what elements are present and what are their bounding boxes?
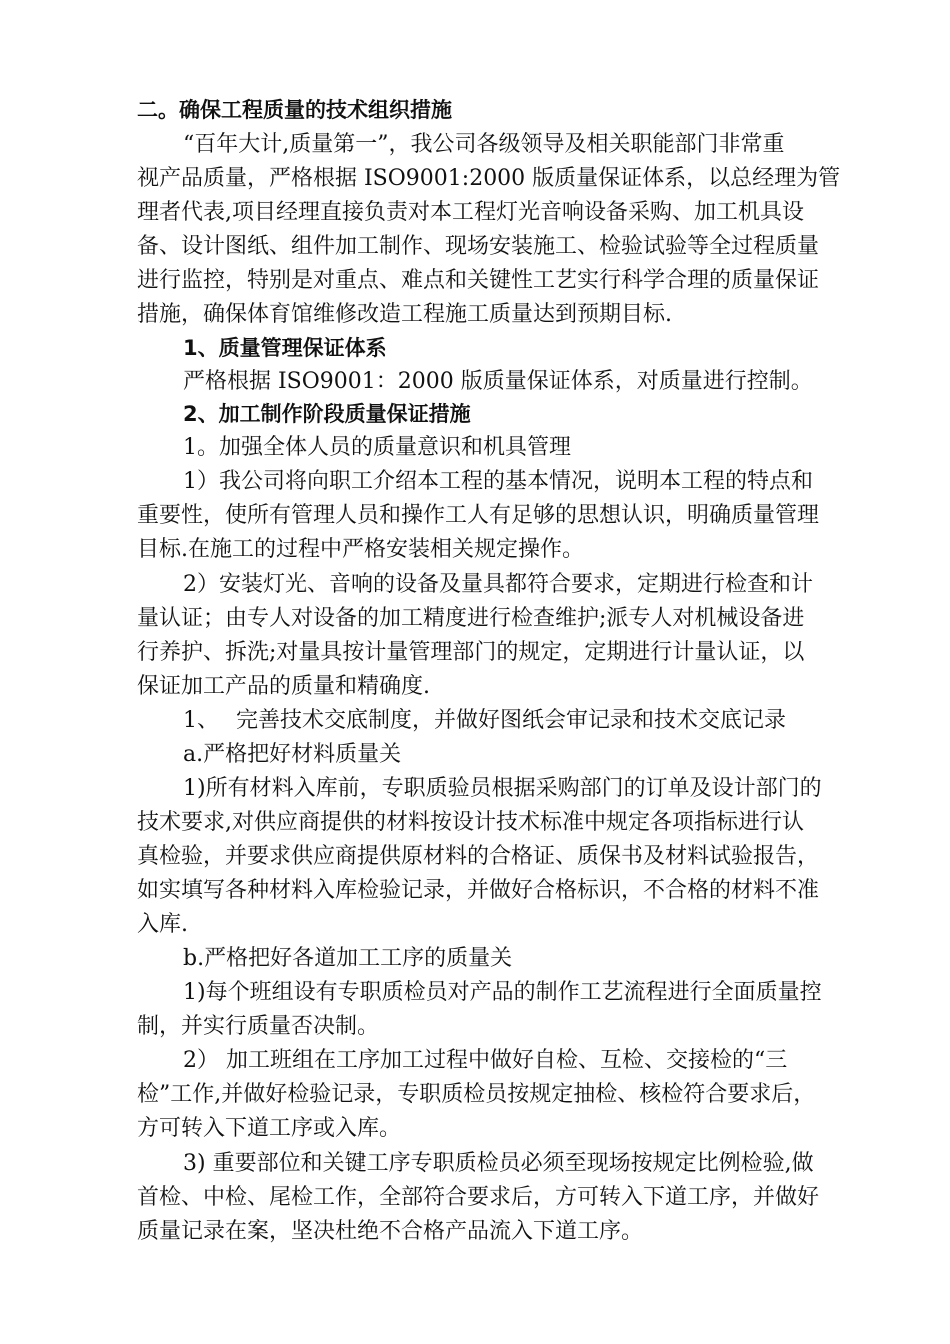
list-item-line: 1)每个班组设有专职质检员对产品的制作工艺流程进行全面质量控 <box>183 980 822 1005</box>
list-item-line: 1）我公司将向职工介绍本工程的基本情况，说明本工程的特点和 <box>183 469 813 494</box>
list-item-line: 入库. <box>137 912 188 937</box>
list-item-line: 真检验，并要求供应商提供原材料的合格证、质保书及材料试验报告， <box>137 844 820 869</box>
subheading-process: b.严格把好各道加工工序的质量关 <box>183 946 513 971</box>
heading-processing-stage: 2、加工制作阶段质量保证措施 <box>183 402 471 426</box>
subheading-number: 1、 <box>183 708 219 733</box>
subheading-material: a.严格把好材料质量关 <box>183 742 402 767</box>
intro-line: 措施，确保体育馆维修改造工程施工质量达到预期目标. <box>137 302 672 327</box>
list-item-line: 目标.在施工的过程中严格安装相关规定操作。 <box>137 537 584 562</box>
list-item-line: 3) 重要部位和关键工序专职质检员必须至现场按规定比例检验,做 <box>183 1151 814 1176</box>
intro-line: 备、设计图纸、组件加工制作、现场安装施工、检验试验等全过程质量 <box>137 234 820 259</box>
list-item-line: 2） 加工班组在工序加工过程中做好自检、互检、交接检的“三 <box>183 1048 788 1073</box>
list-item-line: 量认证；由专人对设备的加工精度进行检查维护;派专人对机械设备进 <box>137 606 805 631</box>
list-item-line: 行养护、拆洗;对量具按计量管理部门的规定，定期进行计量认证，以 <box>137 640 805 665</box>
subheading-awareness: 1。加强全体人员的质量意识和机具管理 <box>183 435 571 460</box>
list-item-line: 重要性，使所有管理人员和操作工人有足够的思想认识，明确质量管理 <box>137 503 820 528</box>
subheading-disclosure: 完善技术交底制度，并做好图纸会审记录和技术交底记录 <box>236 708 787 733</box>
list-item-line: 如实填写各种材料入库检验记录，并做好合格标识，不合格的材料不准 <box>137 878 820 903</box>
list-item-line: 2）安装灯光、音响的设备及量具都符合要求，定期进行检查和计 <box>183 572 813 597</box>
list-item-line: 制，并实行质量否决制。 <box>137 1014 380 1039</box>
paragraph-quality-system: 严格根据 ISO9001：2000 版质量保证体系，对质量进行控制。 <box>183 369 813 394</box>
section-title: 二。确保工程质量的技术组织措施 <box>137 98 452 122</box>
intro-line: 理者代表,项目经理直接负责对本工程灯光音响设备采购、加工机具设 <box>137 200 804 225</box>
list-item-line: 首检、中检、尾检工作，全部符合要求后，方可转入下道工序，并做好 <box>137 1185 820 1210</box>
intro-line: 进行监控，特别是对重点、难点和关键性工艺实行科学合理的质量保证 <box>137 268 820 293</box>
list-item-line: 1)所有材料入库前，专职质验员根据采购部门的订单及设计部门的 <box>183 776 822 801</box>
heading-quality-system: 1、质量管理保证体系 <box>183 336 387 360</box>
list-item-line: 质量记录在案，坚决杜绝不合格产品流入下道工序。 <box>137 1219 644 1244</box>
list-item-line: 技术要求,对供应商提供的材料按设计技术标准中规定各项指标进行认 <box>137 810 804 835</box>
list-item-line: 检”工作,并做好检验记录，专职质检员按规定抽检、核检符合要求后， <box>137 1082 816 1107</box>
list-item-line: 保证加工产品的质量和精确度. <box>137 674 430 699</box>
intro-line: 视产品质量，严格根据 ISO9001:2000 版质量保证体系，以总经理为管 <box>137 166 841 191</box>
intro-line: “百年大计,质量第一”，我公司各级领导及相关职能部门非常重 <box>183 132 785 157</box>
list-item-line: 方可转入下道工序或入库。 <box>137 1116 402 1141</box>
